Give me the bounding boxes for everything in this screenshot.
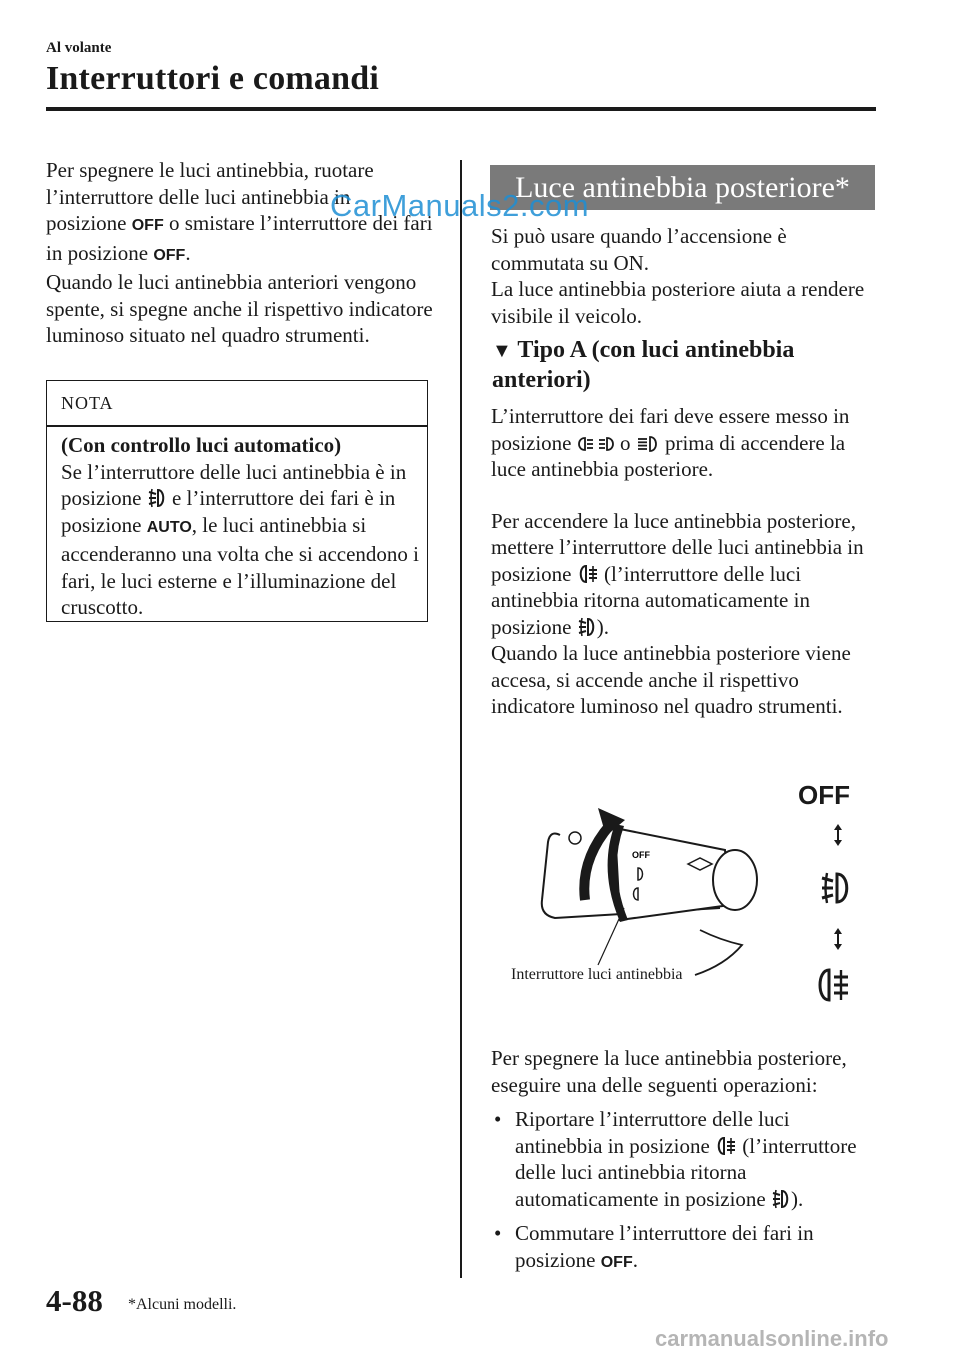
- off-symbol: OFF: [600, 1253, 633, 1271]
- watermark: CarManuals2.com: [330, 188, 590, 223]
- left-column: [46, 157, 436, 349]
- note-box: [46, 380, 428, 622]
- headlight-icon: [636, 434, 660, 454]
- footer-site: carmanualsonline.info: [655, 1326, 889, 1351]
- note-body: [61, 432, 421, 621]
- svg-text:OFF: OFF: [632, 850, 650, 860]
- subhead-marker: ▼: [492, 340, 512, 362]
- front-fog-icon: [147, 487, 167, 509]
- intro-visibility: La luce antinebbia posteriore aiuta a rendere visibile il veicolo.: [491, 277, 865, 328]
- note-divider: [47, 425, 427, 427]
- bullet-marker: •: [494, 1107, 502, 1131]
- paragraph-turn-off-rear: Per spegnere la luce antinebbia posteriore, eseguire una delle seguenti operazioni:: [491, 1046, 847, 1097]
- right-body: [491, 403, 875, 720]
- paragraph-headlight-position: L’interruttore dei fari deve essere messo in posizione o prima di accendere la luce antinebbia posteriore.: [491, 404, 850, 481]
- auto-symbol: AUTO: [146, 518, 192, 536]
- intro-ignition: Si può usare quando l’accensione è commutata su ON.: [491, 224, 787, 275]
- note-title: NOTA: [61, 393, 114, 413]
- figure-caption: Interruttore luci antinebbia: [511, 966, 683, 983]
- page-number: 4-88: [46, 1283, 103, 1318]
- bullet-item: • Commutare l’interruttore dei fari in posizione OFF.: [494, 1221, 814, 1272]
- footnote: *Alcuni modelli.: [128, 1296, 237, 1313]
- off-symbol: OFF: [153, 246, 186, 264]
- paragraph-turn-on-rear: Per accendere la luce antinebbia posteriore, mettere l’interruttore delle luci antinebbia in posizione (l’interruttore delle luci antinebbia ritorna automaticamente in posizione ).: [491, 508, 864, 639]
- rear-fog-icon: [820, 970, 848, 1000]
- figure-off-label: OFF: [798, 780, 850, 810]
- off-symbol: OFF: [131, 217, 164, 234]
- paragraph-turn-off: Per spegnere le luci antinebbia, ruotare l’interruttore delle luci antinebbia in posizione OFF o smistare l’interruttore dei fari in posizione OFF.: [46, 158, 433, 265]
- bullet-item: • Riportare l’interruttore delle luci antinebbia in posizione (l’interruttore delle luci antinebbia ritorna automaticamente in posizione ).: [494, 1107, 857, 1211]
- note-heading: (Con controllo luci automatico): [61, 433, 342, 457]
- paragraph-rear-indicator: Quando la luce antinebbia posteriore viene accesa, si accende anche il rispettivo indicatore luminoso nel quadro strumenti.: [491, 641, 851, 718]
- fog-switch-illustration: [520, 780, 880, 1020]
- section-banner: Luce antinebbia posteriore*: [490, 165, 875, 210]
- rear-fog-icon: [577, 563, 599, 585]
- note-text: Se l’interruttore delle luci antinebbia è in posizione e l’interruttore dei fari è in posizione AUTO, le luci antinebbia si accenderanno una volta che si accendono i fari, le luci esterne e l’illuminazione del cruscotto.: [61, 459, 419, 619]
- section-label: Al volante: [46, 40, 112, 56]
- paragraph-indicator: Quando le luci antinebbia anteriori vengono spente, si spegne anche il rispettivo indicatore luminoso situato nel quadro strumenti.: [46, 270, 433, 347]
- title-rule: [46, 107, 876, 111]
- front-fog-icon: [577, 616, 597, 638]
- subhead-block: [492, 336, 876, 395]
- rear-fog-icon: [715, 1135, 737, 1157]
- front-fog-icon: [771, 1188, 791, 1210]
- subhead: ▼ Tipo A (con luci antinebbia anteriori): [492, 337, 795, 393]
- right-intro: [491, 223, 875, 329]
- column-divider: [460, 160, 462, 1278]
- page-title: Interruttori e comandi: [46, 60, 379, 97]
- turn-off-rear-block: [491, 1045, 875, 1276]
- parking-light-icon: [577, 434, 615, 454]
- front-fog-icon: [822, 873, 847, 903]
- bullet-marker: •: [494, 1221, 502, 1245]
